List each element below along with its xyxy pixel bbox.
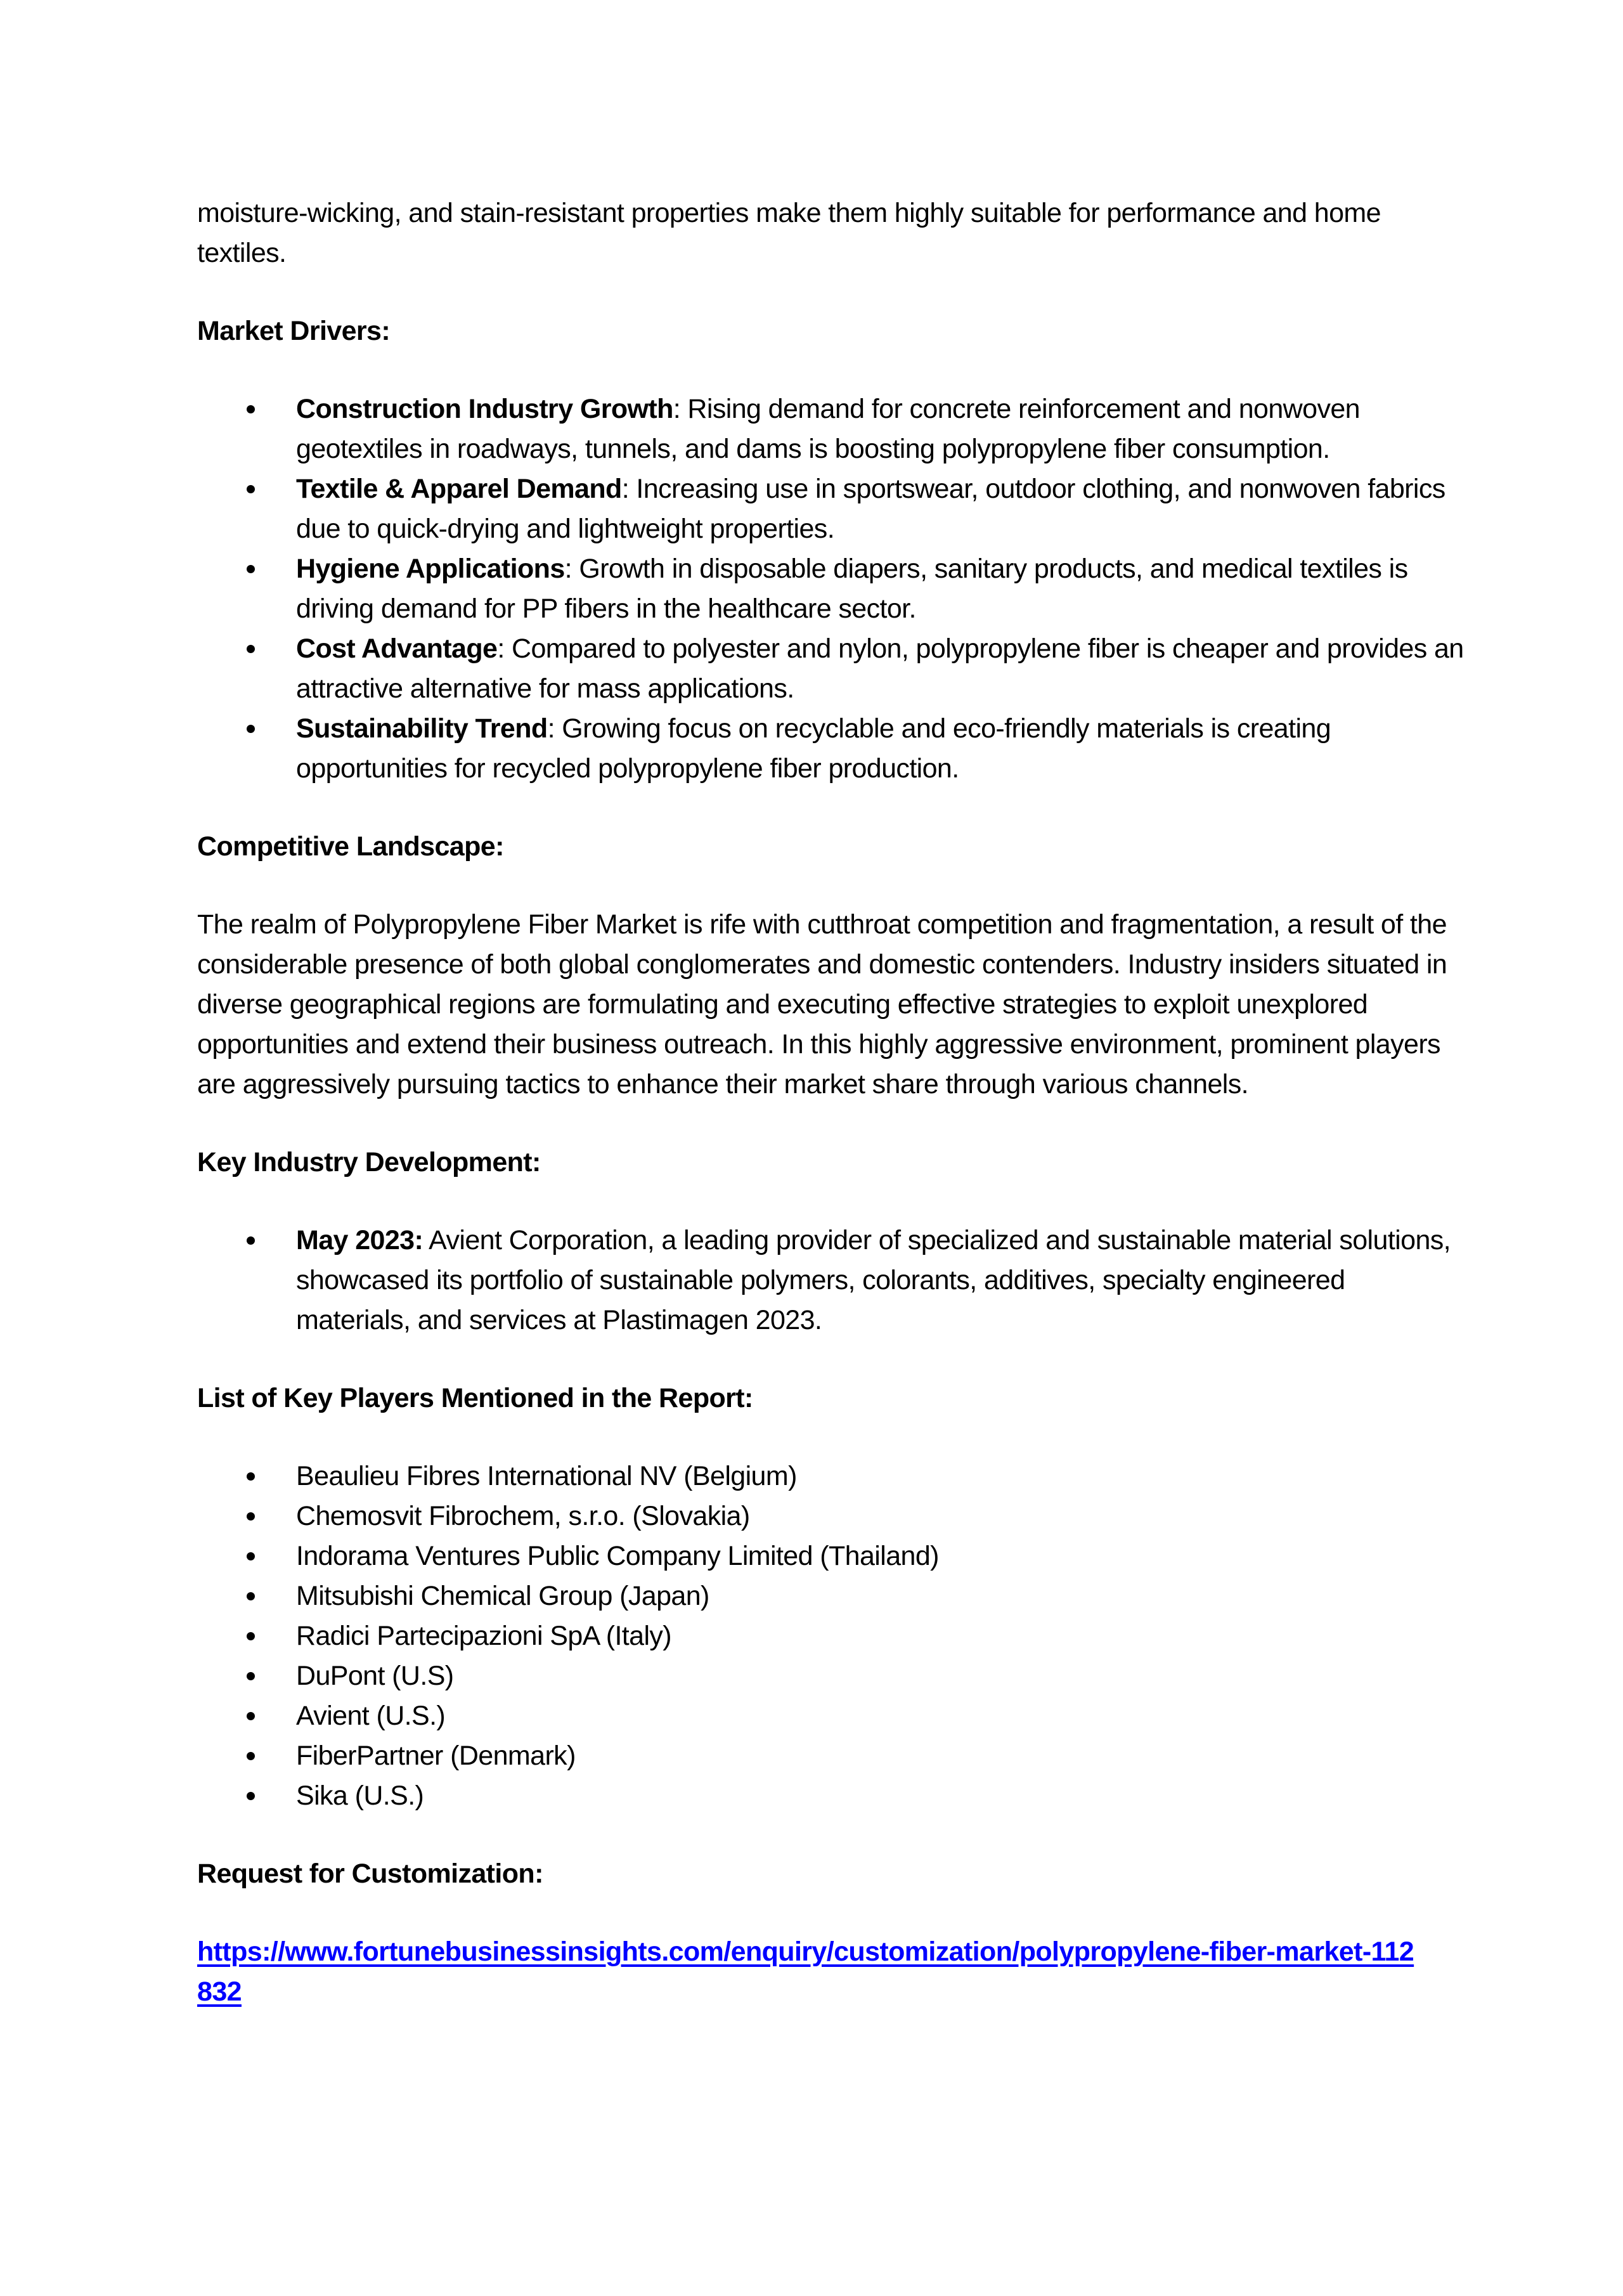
bullet-icon: [247, 1552, 255, 1560]
player-name: Radici Partecipazioni SpA (Italy): [296, 1621, 672, 1651]
list-item: [197, 1576, 1465, 1616]
market-drivers-list: [197, 389, 1465, 789]
list-item: [197, 709, 1465, 789]
list-item: [197, 1536, 1465, 1576]
list-item: [197, 1221, 1465, 1340]
market-drivers-heading: Market Drivers:: [197, 316, 391, 346]
player-name: Mitsubishi Chemical Group (Japan): [296, 1581, 709, 1611]
driver-text: : Growing focus on recyclable and eco-friendly materials is creating opportunities for recycled polypropylene fiber production.: [296, 713, 1331, 784]
driver-text: : Growth in disposable diapers, sanitary products, and medical textiles is driving demand for PP fibers in the healthcare sector.: [296, 554, 1408, 624]
list-item: [197, 1496, 1465, 1536]
bullet-icon: [247, 565, 255, 573]
bullet-icon: [247, 1712, 255, 1720]
key-players-list: [197, 1456, 1465, 1816]
bullet-icon: [247, 1512, 255, 1521]
bullet-icon: [247, 405, 255, 413]
driver-title: Sustainability Trend: [296, 713, 548, 744]
development-text: Avient Corporation, a leading provider of specialized and sustainable material solutions, showcased its portfolio of sustainable polymers, colorants, additives, specialty engineered materials, and services at Plastimagen 2023.: [296, 1225, 1451, 1335]
driver-title: Textile & Apparel Demand: [296, 474, 622, 504]
bullet-icon: [247, 1632, 255, 1640]
list-item: [197, 629, 1465, 709]
bullet-icon: [247, 1752, 255, 1760]
bullet-icon: [247, 1592, 255, 1600]
player-name: Beaulieu Fibres International NV (Belgium): [296, 1461, 797, 1491]
bullet-icon: [247, 1236, 255, 1245]
list-item: [197, 469, 1465, 549]
competitive-landscape-paragraph: The realm of Polypropylene Fiber Market is rife with cutthroat competition and fragmentation, a result of the considerable presence of both global conglomerates and domestic contenders. Industry insiders situated in diverse geographical regions are formulating and executing effective strategies to exploit unexplored opportunities and extend their business outreach. In this highly aggressive environment, prominent players are aggressively pursuing tactics to enhance their market share through various channels.: [197, 909, 1447, 1099]
driver-text: : Rising demand for concrete reinforcement and nonwoven geotextiles in roadways, tunnels, and dams is boosting polypropylene fiber consumption.: [296, 394, 1360, 464]
driver-title: Construction Industry Growth: [296, 394, 673, 424]
player-name: Chemosvit Fibrochem, s.r.o. (Slovakia): [296, 1501, 750, 1531]
player-name: DuPont (U.S): [296, 1661, 454, 1691]
customization-link[interactable]: https://www.fortunebusinessinsights.com/enquiry/customization/polypropylene-fiber-market-112832: [197, 1936, 1414, 2007]
list-item: [197, 389, 1465, 469]
driver-title: Hygiene Applications: [296, 554, 565, 584]
player-name: Indorama Ventures Public Company Limited (Thailand): [296, 1541, 939, 1571]
bullet-icon: [247, 645, 255, 653]
player-name: Avient (U.S.): [296, 1701, 446, 1731]
bullet-icon: [247, 725, 255, 733]
list-item: [197, 1776, 1465, 1816]
list-item: [197, 1656, 1465, 1696]
bullet-icon: [247, 1472, 255, 1481]
development-date: May 2023:: [296, 1225, 424, 1255]
list-item: [197, 549, 1465, 629]
bullet-icon: [247, 1792, 255, 1800]
driver-text: : Compared to polyester and nylon, polypropylene fiber is cheaper and provides an attractive alternative for mass applications.: [296, 633, 1464, 704]
list-item: [197, 1736, 1465, 1776]
bullet-icon: [247, 1672, 255, 1680]
intro-paragraph: moisture-wicking, and stain-resistant properties make them highly suitable for performance and home textiles.: [197, 198, 1381, 268]
list-item: [197, 1456, 1465, 1496]
driver-title: Cost Advantage: [296, 633, 498, 664]
competitive-landscape-heading: Competitive Landscape:: [197, 831, 504, 862]
list-item: [197, 1616, 1465, 1656]
player-name: FiberPartner (Denmark): [296, 1741, 576, 1771]
bullet-icon: [247, 485, 255, 493]
document-page: [197, 193, 1465, 2012]
key-players-heading: List of Key Players Mentioned in the Report:: [197, 1383, 753, 1413]
list-item: [197, 1696, 1465, 1736]
key-development-heading: Key Industry Development:: [197, 1147, 541, 1177]
key-development-list: [197, 1221, 1465, 1340]
player-name: Sika (U.S.): [296, 1780, 424, 1811]
customization-heading: Request for Customization:: [197, 1858, 543, 1889]
driver-text: : Increasing use in sportswear, outdoor clothing, and nonwoven fabrics due to quick-drying and lightweight properties.: [296, 474, 1445, 544]
